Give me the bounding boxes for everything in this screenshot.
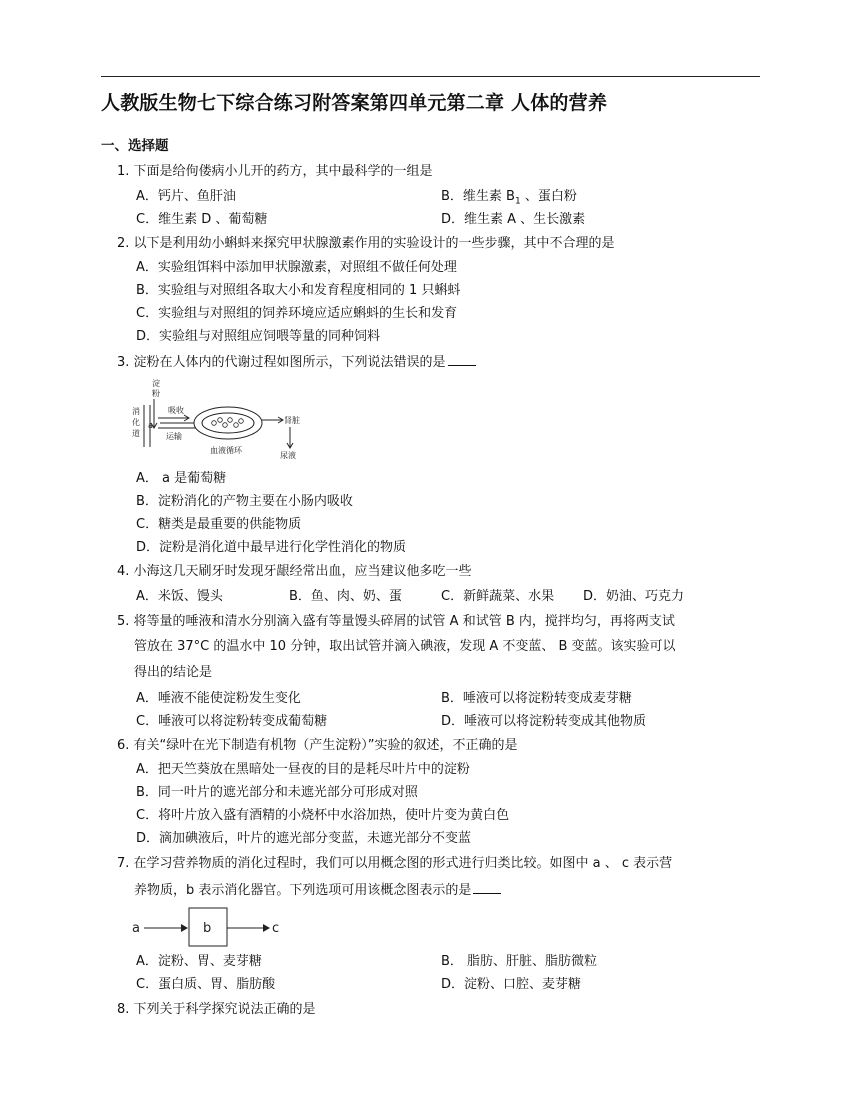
- question-1-stem: 1. 下面是给佝偻病小儿开的药方，其中最科学的一组是: [117, 164, 433, 179]
- fig-circulation-inner: [202, 413, 254, 433]
- q2-option-c: C．实验组与对照组的饲养环境应适应蝌蚪的生长和发育: [136, 306, 458, 321]
- fig-tract-char-3: 道: [132, 429, 140, 438]
- q4-option-c: C．新鲜蔬菜、水果: [441, 589, 555, 604]
- q7-option-b: B． 脂肪、肝脏、脂肪微粒: [441, 954, 598, 969]
- answer-blank: [448, 353, 476, 366]
- q4-option-a: A．米饭、馒头: [136, 589, 223, 604]
- starch-metabolism-diagram: [130, 375, 310, 465]
- fig-starch-char-2: 粉: [152, 389, 160, 398]
- q2-option-d: D．实验组与对照组应饲喂等量的同种饲料: [136, 329, 381, 344]
- q1-option-b-subscript: 1: [514, 196, 521, 207]
- q1-option-b-suffix: 、蛋白粉: [520, 189, 577, 204]
- question-6-stem: 6. 有关“绿叶在光下制造有机物（产生淀粉）”实验的叙述，不正确的是: [117, 738, 518, 753]
- q3-option-c: C．糖类是最重要的供能物质: [136, 517, 302, 532]
- top-rule: [101, 76, 760, 77]
- q2-option-b: B．实验组与对照组各取大小和发育程度相同的 1 只蝌蚪: [136, 283, 461, 298]
- question-4-stem: 4. 小海这几天刷牙时发现牙龈经常出血，应当建议他多吃一些: [117, 564, 472, 579]
- document-title: 人教版生物七下综合练习附答案第四单元第二章 人体的营养: [101, 92, 608, 114]
- q3-option-b: B．淀粉消化的产物主要在小肠内吸收: [136, 494, 353, 509]
- answer-blank: [473, 881, 501, 894]
- concept-map-diagram: [130, 905, 290, 949]
- q5-option-c: C．唾液可以将淀粉转变成葡萄糖: [136, 714, 328, 729]
- section-heading: 一、选择题: [101, 138, 169, 154]
- q3-stem-text: 3. 淀粉在人体内的代谢过程如图所示，下列说法错误的是: [117, 355, 446, 370]
- fig-label-kidney: 肾脏: [284, 416, 300, 425]
- question-3-stem: [117, 353, 476, 372]
- concept-node-b: b: [203, 921, 212, 936]
- concept-node-a: a: [132, 921, 140, 936]
- fig-label-urine: 尿液: [280, 451, 296, 460]
- fig-label-transport: 运输: [166, 432, 182, 441]
- fig-tract-char-1: 消: [132, 407, 140, 416]
- question-5-stem-line-3: 得出的结论是: [134, 665, 213, 680]
- q7-option-c: C．蛋白质、胃、脂肪酸: [136, 977, 276, 992]
- q7-stem-text: 养物质，b 表示消化器官。下列选项可用该概念图表示的是: [134, 883, 472, 898]
- question-8-stem: 8. 下列关于科学探究说法正确的是: [117, 1002, 316, 1017]
- q4-option-d: D．奶油、巧克力: [583, 589, 685, 604]
- q5-option-a: A．唾液不能使淀粉发生变化: [136, 691, 301, 706]
- q3-option-a: A． a 是葡萄糖: [136, 471, 227, 486]
- q6-option-a: A．把天竺葵放在黑暗处一昼夜的目的是耗尽叶片中的淀粉: [136, 762, 470, 777]
- fig-label-absorb: 吸收: [168, 406, 184, 415]
- q6-option-d: D．滴加碘液后，叶片的遮光部分变蓝，未遮光部分不变蓝: [136, 831, 472, 846]
- q1-option-b: [441, 188, 577, 211]
- question-5-stem-line-2: 管放在 37°C 的温水中 10 分钟，取出试管并滴入碘液，发现 A 不变蓝、 B 变蓝。该实验可以: [134, 639, 676, 654]
- q6-option-c: C．将叶片放入盛有酒精的小烧杯中水浴加热，使叶片变为黄白色: [136, 808, 510, 823]
- q2-option-a: A．实验组饵料中添加甲状腺激素，对照组不做任何处理: [136, 260, 457, 275]
- q5-option-b: B．唾液可以将淀粉转变成麦芽糖: [441, 691, 632, 706]
- question-7-stem-line-2: [134, 881, 501, 900]
- q5-option-d: D．唾液可以将淀粉转变成其他物质: [441, 714, 647, 729]
- fig-starch-char-1: 淀: [152, 379, 160, 388]
- q1-option-d: D．维生素 A 、生长激素: [441, 212, 586, 227]
- q3-option-d: D．淀粉是消化道中最早进行化学性消化的物质: [136, 540, 407, 555]
- fig-tract-char-2: 化: [132, 418, 140, 427]
- q1-option-c: C．维生素 D 、葡萄糖: [136, 212, 268, 227]
- question-7-stem-line-1: 7. 在学习营养物质的消化过程时，我们可以用概念图的形式进行归类比较。如图中 a 、 c 表示营: [117, 856, 673, 871]
- fig-circulation-outer: [194, 407, 262, 439]
- q4-option-b: B．鱼、肉、奶、蛋: [289, 589, 402, 604]
- q6-option-b: B．同一叶片的遮光部分和未遮光部分可形成对照: [136, 785, 418, 800]
- fig-label-a: a: [148, 421, 153, 430]
- question-2-stem: 2. 以下是利用幼小蝌蚪来探究甲状腺激素作用的实验设计的一些步骤，其中不合理的是: [117, 236, 615, 251]
- fig-label-circulation: 血液循环: [210, 446, 242, 455]
- q1-option-b-text: B．维生素 B: [441, 189, 515, 204]
- question-5-stem-line-1: 5. 将等量的唾液和清水分别滴入盛有等量馒头碎屑的试管 A 和试管 B 内，搅拌均匀，再将两支试: [117, 614, 675, 629]
- q1-option-a: A．钙片、鱼肝油: [136, 189, 236, 204]
- q7-option-d: D．淀粉、口腔、麦芽糖: [441, 977, 582, 992]
- concept-node-c: c: [272, 921, 280, 936]
- q7-option-a: A．淀粉、胃、麦芽糖: [136, 954, 262, 969]
